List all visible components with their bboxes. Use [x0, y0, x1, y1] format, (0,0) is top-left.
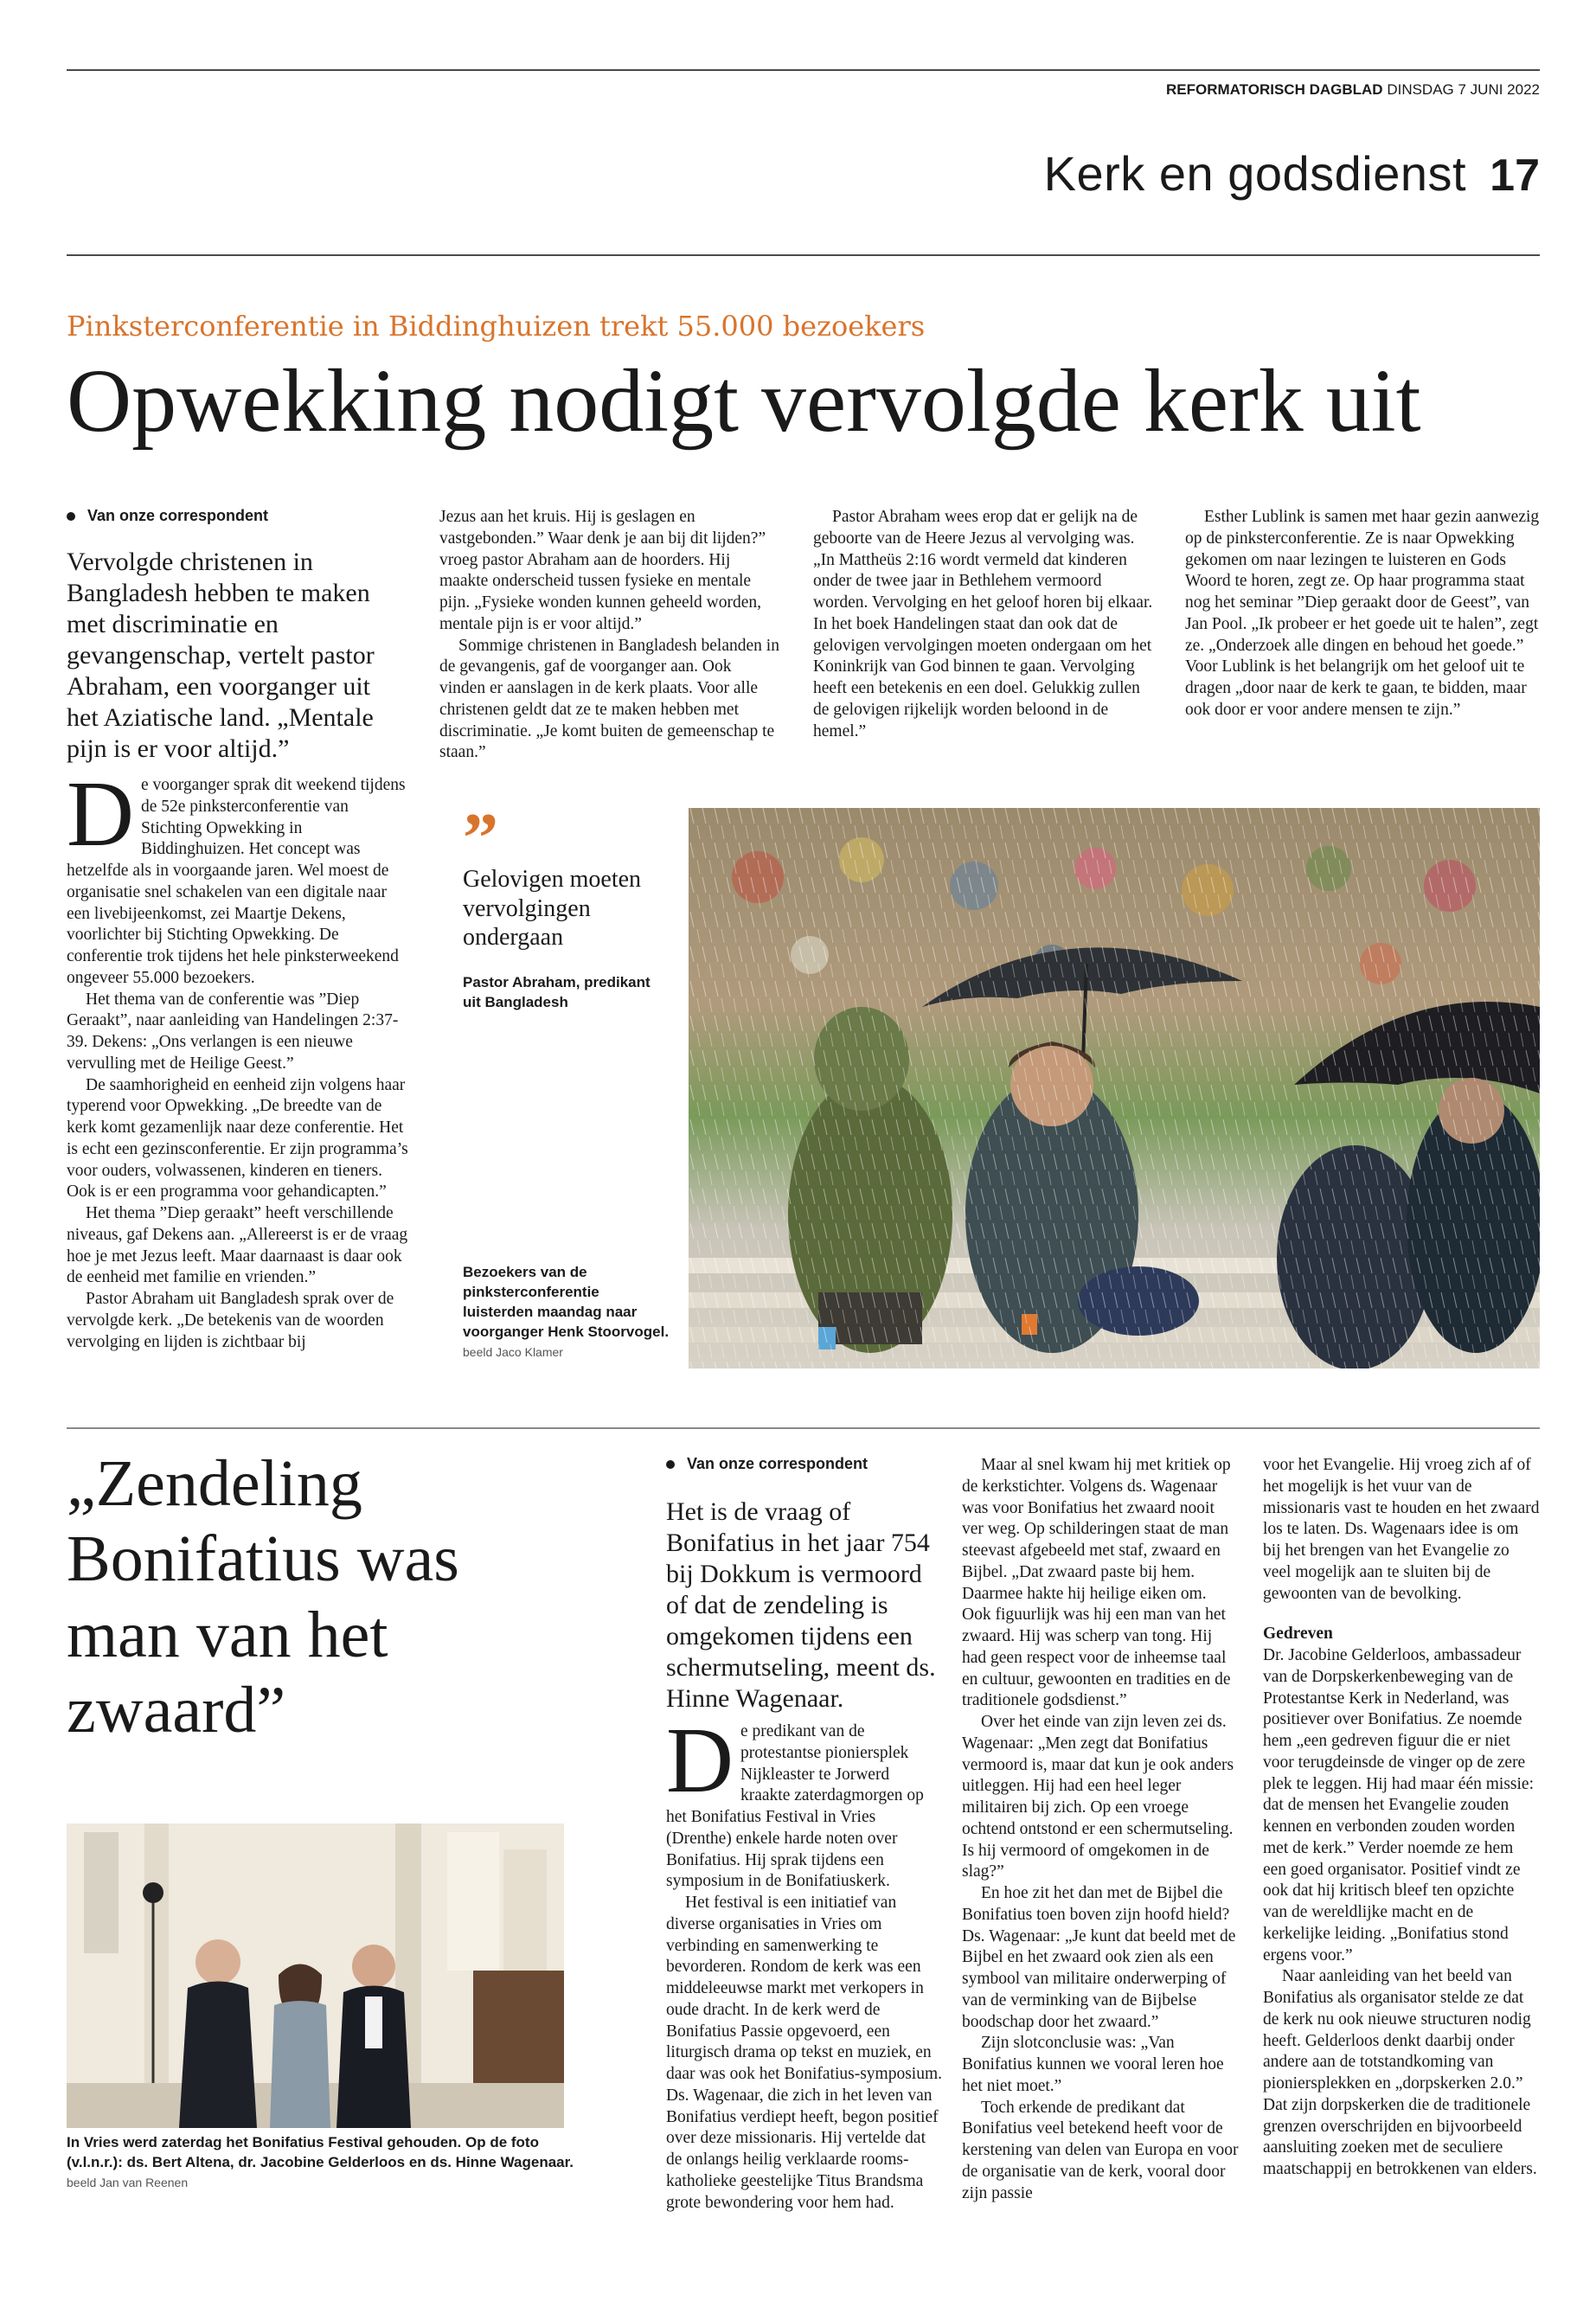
- photo-credit: beeld Jan van Reenen: [67, 2175, 189, 2189]
- article2-c3p2: Dr. Jacobine Gelderloos, ambassadeur van de Dorpskerkenbeweging van de Protestantse Kerk in Nederland, was positiever over Bonifatius. Ze noemde hem „een gedreven figuur die er niet voor terugdeinsde de vinger op de zere plek te leggen. Hij had maar één missie: dat de mensen het Evangelie zouden kennen en verbonden zouden worden met de kerk.” Verder noemde ze hem een goed organisator. Positief vindt ze ook dat hij kritisch bleef ten opzichte van de wereldlijke macht en de kerkelijke leiding. „Bonifatius stond ergens voor.”: [1263, 1646, 1534, 1965]
- bullet-icon: [67, 512, 75, 521]
- article2-c3p1: voor het Evangelie. Hij vroeg zich af of het mogelijk is het vuur van de missionaris vast te houden en het zwaard los te laten. Ds. Wagenaars idee is om bij het brengen van het Evangelie zo veel mogelijk aan te sluiten bij de gewoonten van de bevolking.: [1263, 1456, 1540, 1603]
- header-rule: [67, 254, 1540, 256]
- article1-p4: Het thema ”Diep geraakt” heeft verschillende niveaus, gaf Dekens aan. „Allereerst is er de vraag hoe je met Jezus leeft. Maar daarnaast is daar ook de eenheid met familie en vrienden.”: [67, 1204, 408, 1287]
- article2-dropcap: D: [666, 1709, 734, 1812]
- article2-c2p5: Toch erkende de predikant dat Bonifatius veel betekend heeft voor de kerstening van delen van Europa en voor de organisatie van de kerk, vooral door zijn passie: [962, 2098, 1239, 2202]
- article2-c2p3: En hoe zit het dan met de Bijbel die Bonifatius toen boven zijn hoofd hield? Ds. Wagenaar: „Je kunt dat beeld met de Bijbel en het zwaard ook zien als een symbool van militaire onderwerping of van de verminking van de Bijbelse boodschap door het zwaard.”: [962, 1884, 1236, 2031]
- quote-mark-icon: ”: [463, 798, 498, 877]
- article1-col1: [67, 763, 408, 1353]
- article1-kicker: Pinksterconferentie in Biddinghuizen trekt 55.000 bezoekers: [67, 310, 926, 343]
- article2-c2p2: Over het einde van zijn leven zei ds. Wagenaar: „Men zegt dat Bonifatius vermoord is, maar dat kun je ook anders uitleggen. Hij had een heel leger militairen bij zich. Op een vroege ochtend ontstond er een schermutseling. Is hij vermoord of omgekomen in de slag?”: [962, 1713, 1234, 1881]
- article1-c3p1: Pastor Abraham wees erop dat er gelijk na de geboorte van de Heere Jezus al vervolging was. „In Mattheüs 2:16 wordt vermeld dat kinderen onder de twee jaar in Bethlehem vermoord worden. Vervolging en het geloof horen bij elkaar. In het boek Handelingen staat dan ook dat de gelovigen vervolgingen moeten ondergaan om het Koninkrijk van God binnen te gaan. Vervolging heeft een betekenis en een doel. Gelukkig zullen de gelovigen rijkelijk worden beloond in de hemel.”: [813, 508, 1153, 740]
- byline-text: Van onze correspondent: [87, 507, 269, 524]
- article2-p1: e predikant van de protestantse pioniersplek Nijkleaster te Jorwerd kraakte zaterdagmorgen op het Bonifatius Festival in Vries (Drenthe) enkele harde noten over Bonifatius. Hij sprak tijdens een symposium in de Bonifatiuskerk.: [666, 1722, 924, 1891]
- article2-col1: [666, 1709, 943, 2214]
- article1-photo-caption: [463, 1263, 670, 1362]
- article1-p5: Pastor Abraham uit Bangladesh sprak over de vervolgde kerk. „De betekenis van de woorden vervolging en lijden is zichtbaar bij: [67, 1290, 394, 1351]
- article2-subhead: Gedreven: [1263, 1625, 1333, 1644]
- pull-quote: [463, 798, 670, 1013]
- article1-headline: Opwekking nodigt vervolgde kerk uit: [67, 351, 1421, 451]
- issue-date: DINSDAG 7 JUNI 2022: [1387, 81, 1540, 98]
- top-rule: [67, 69, 1540, 71]
- article2-byline: [666, 1455, 868, 1473]
- article2-photo: [67, 1823, 564, 2128]
- article2-p2: Het festival is een initiatief van diverse organisaties in Vries om verbinding en samenwerking te bevorderen. Rondom de kerk was een middeleeuwse markt met verkopers in oude dracht. In de kerk werd de Bonifatius Passie opgevoerd, een liturgisch drama op tekst en muziek, en daar was ook het Bonifatius-symposium.: [666, 1894, 942, 2083]
- section-title: Kerk en godsdienst: [1043, 146, 1467, 201]
- article1-byline: [67, 507, 268, 525]
- rain-umbrellas-illustration: [689, 808, 1540, 1368]
- article2-headline: „Zendeling Bonifatius was man van het zwaard”: [67, 1447, 459, 1747]
- masthead-line: [1166, 81, 1540, 99]
- article2-c2p1: Maar al snel kwam hij met kritiek op de kerkstichter. Volgens ds. Wagenaar was voor Bonifatius het zwaard nooit ver weg. Op schilderingen staat de man steevast afgebeeld met staf, zwaard en Bijbel. „Dat zwaard paste bij hem. Daarmee hakte hij heilige eiken om. Ook figuurlijk was hij een man van het zwaard. Hij was scherp van tong. Hij had geen respect voor de inheemse taal en cultuur, gewoonten en tradities en de traditionele godsdienst.”: [962, 1456, 1231, 1710]
- article1-intro: Vervolgde christenen in Bangladesh hebben te maken met discriminatie en gevangenschap, vertelt pastor Abraham, een voorganger uit het Aziatische land. „Mentale pijn is er voor altijd.”: [67, 548, 375, 763]
- caption-text: Bezoekers van de pinksterconferentie luisterden maandag naar voorganger Henk Stoorvogel.: [463, 1264, 670, 1340]
- page-number: 17: [1490, 151, 1540, 201]
- article2-intro: Het is de vraag of Bonifatius in het jaar 754 bij Dokkum is vermoord of dat de zendeling is omgekomen tijdens een schermutseling, meent ds. Hinne Wagenaar.: [666, 1497, 936, 1713]
- article1-c4p1: Esther Lublink is samen met haar gezin aanwezig op de pinksterconferentie. Ze is naar Opwekking gekomen om naar lezingen te luisteren en Gods Woord te horen, zegt ze. Op haar programma staat nog het seminar ”Diep geraakt door de Geest”, van Jan Pool. „Ik probeer er het goede uit te halen”, zegt ze. „Onderzoek alle dingen en behoud het goede.” Voor Lublink is het belangrijk om het geloof uit te dragen „door naar de kerk te gaan, te bidden, maar ook door er voor andere mensen te zijn.”: [1185, 508, 1540, 719]
- church-group-illustration: [67, 1823, 564, 2128]
- photo-credit: beeld Jaco Klamer: [463, 1344, 563, 1359]
- newspaper-name: REFORMATORISCH DAGBLAD: [1165, 81, 1383, 98]
- quote-attribution: Pastor Abraham, predikant uit Bangladesh: [463, 973, 651, 1010]
- bullet-icon: [666, 1460, 675, 1469]
- article1-p2: Het thema van de conferentie was ”Diep Geraakt”, naar aanleiding van Handelingen 2:37-39. Dekens: „Ons verlangen is een nieuwe vervulling met de Heilige Geest.”: [67, 990, 399, 1073]
- article2-col3: [1263, 1455, 1540, 2181]
- article1-col3: [813, 507, 1155, 742]
- article1-c2p2: Sommige christenen in Bangladesh belanden in de gevangenis, gaf de voorganger aan. Ook vinden er aanslagen in de kerk plaats. Voor alle christenen geldt dat ze te maken hebben met discriminatie. „Je komt buiten de gemeenschap te staan.”: [439, 636, 779, 762]
- article1-p1: e voorganger sprak dit weekend tijdens de 52e pinksterconferentie van Stichting Opwekking in Biddinghuizen. Het concept was hetzelfde als in voorgaande jaren. Wel moest de organisatie snel schakelen van een digitale naar een livebijeenkomst, zei Maartje Dekens, voorlichter bij Stichting Opwekking. De conferentie trok tijdens het hele pinksterweekend ongeveer 55.000 bezoekers.: [67, 776, 406, 987]
- article1-col4: [1185, 507, 1540, 721]
- article1-col2: [439, 507, 781, 764]
- article1-c2p1: Jezus aan het kruis. Hij is geslagen en vastgebonden.” Waar denk je aan bij dit lijden?” vroeg pastor Abraham aan de hoorders. Hij maakte onderscheid tussen fysieke en mentale pijn. „Fysieke wonden kunnen geheeld worden, mentale pijn is er voor altijd.”: [439, 508, 766, 633]
- article2-col2: [962, 1455, 1239, 2204]
- article1-photo: [689, 808, 1540, 1368]
- section-divider: [67, 1427, 1540, 1429]
- article2-c2p4: Zijn slotconclusie was: „Van Bonifatius kunnen we vooral leren hoe het niet moet.”: [962, 2034, 1224, 2095]
- article1-dropcap: D: [67, 763, 134, 866]
- byline-text: Van onze correspondent: [687, 1455, 869, 1472]
- section-header: [1044, 145, 1540, 202]
- article1-p3: De saamhorigheid en eenheid zijn volgens haar typerend voor Opwekking. „De breedte van de kerk komt gezamenlijk naar deze conferentie. Het is echt een gezinsconferentie. Er zijn programma’s voor ouders, volwassenen, kinderen en tieners. Ook is er een programma voor gehandicapten.”: [67, 1075, 408, 1202]
- article2-p3: Ds. Wagenaar, die zich in het leven van Bonifatius verdiept heeft, begon positief over deze missionaris. Hij vertelde dat de onlangs heilig verklaarde rooms-katholieke geestelijke Titus Brandsma grote bewondering voor hem had.: [666, 2086, 939, 2212]
- article2-photo-caption: [67, 2133, 586, 2193]
- quote-text: Gelovigen moeten vervolgingen ondergaan: [463, 866, 642, 952]
- caption-text: In Vries werd zaterdag het Bonifatius Festival gehouden. Op de foto (v.l.n.r.): ds. Bert Altena, dr. Jacobine Gelderloos en ds. Hinne Wagenaar.: [67, 2134, 574, 2170]
- article2-c3p3: Naar aanleiding van het beeld van Bonifatius als organisator stelde ze dat de kerk nu ook nieuwe structuren nodig heeft. Gelderloos denkt daarbij onder andere aan de totstandkoming van pioniersplekken en „dorpskerken 2.0.” Dat zijn dorpskerken die de traditionele grenzen overschrijden en bijvoorbeeld aansluiting zoeken met de seculiere maatschappij en betrokkenen van elders.: [1263, 1967, 1537, 2178]
